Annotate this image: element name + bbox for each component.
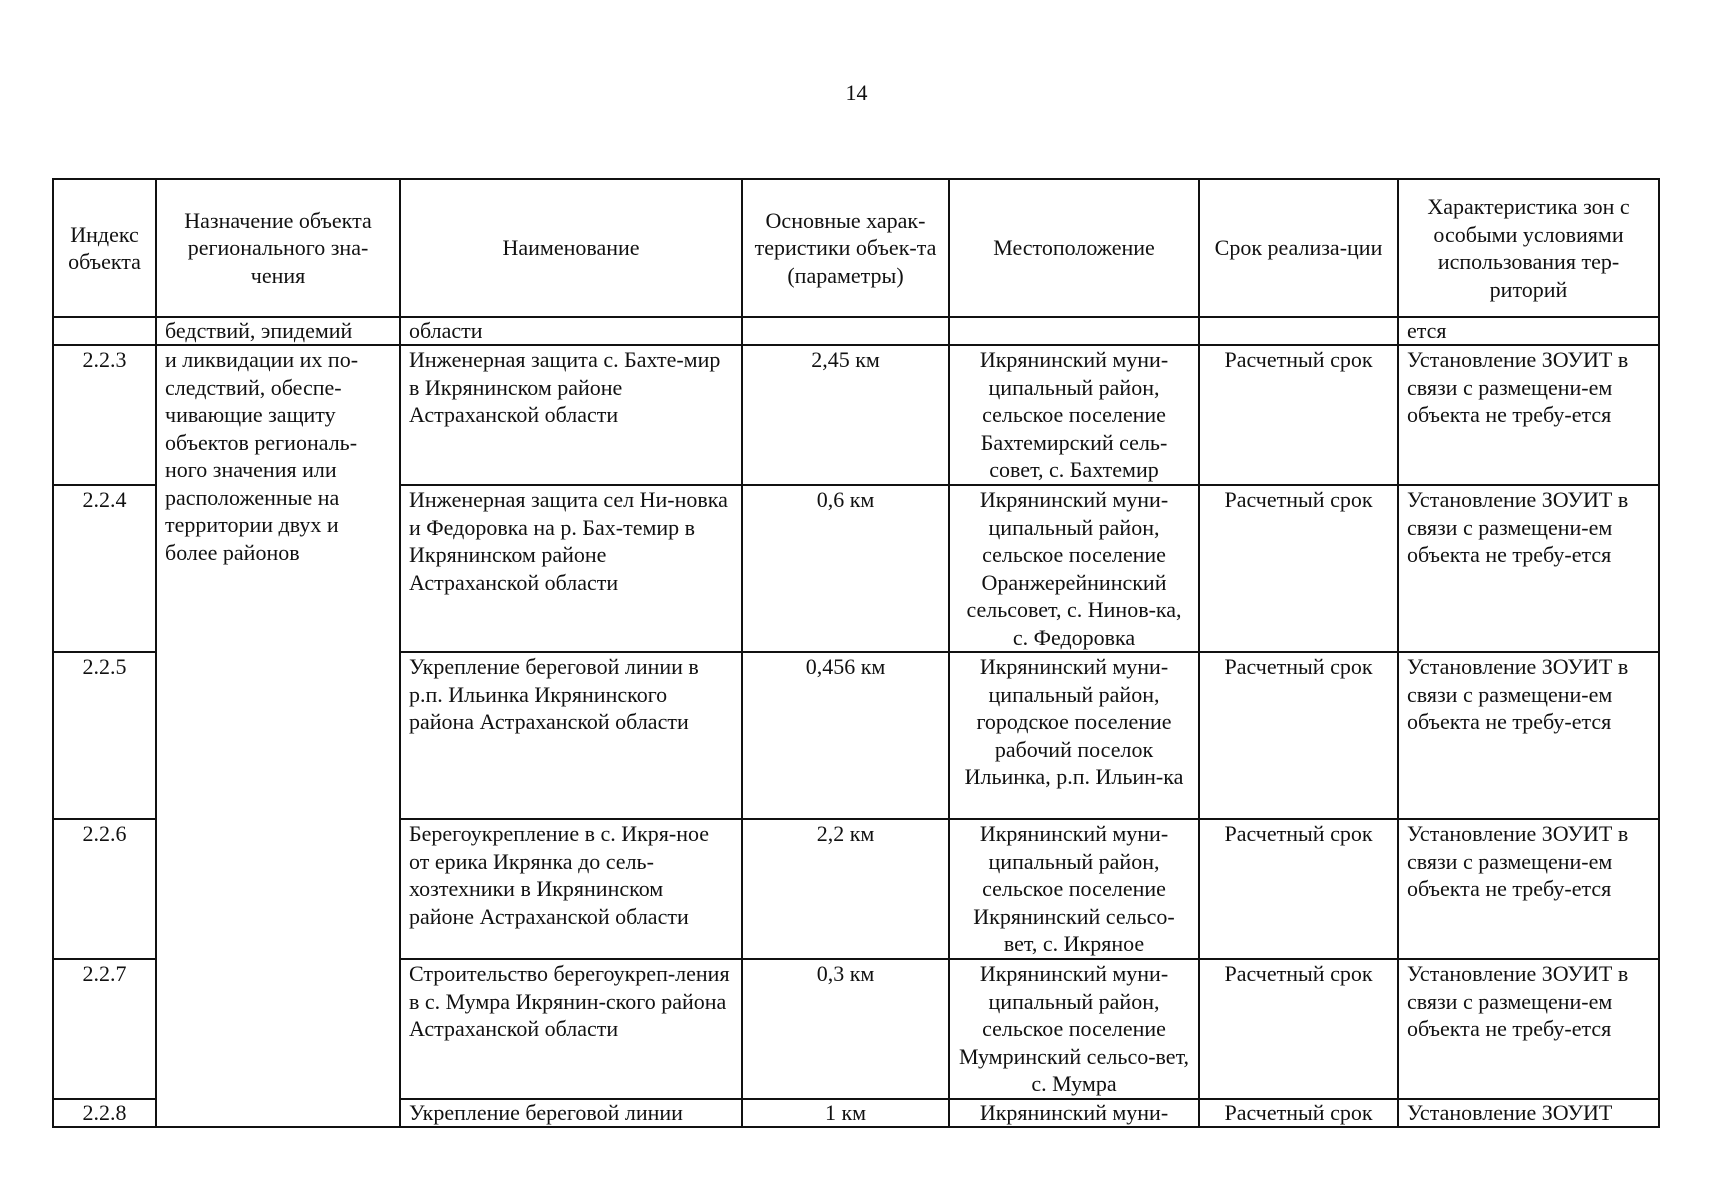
row-term: Расчетный срок bbox=[1199, 652, 1398, 819]
row-term: Расчетный срок bbox=[1199, 485, 1398, 652]
row-location: Икрянинский муни-ципальный район, сельское поселение Икрянинский сельсо-вет, с. Икряное bbox=[949, 819, 1199, 959]
header-purpose: Назначение объекта регионального зна-чения bbox=[156, 179, 400, 317]
row-name: Берегоукрепление в с. Икря-ное от ерика Икрянка до сель-хозтехники в Икрянинском районе Астраханской области bbox=[400, 819, 742, 959]
row-index: 2.2.4 bbox=[53, 485, 156, 652]
row-zones: Установление ЗОУИТ bbox=[1398, 1099, 1659, 1127]
row-zones: Установление ЗОУИТ в связи с размещени-ем объекта не требу-ется bbox=[1398, 345, 1659, 485]
header-row bbox=[53, 179, 1659, 317]
cont-index bbox=[53, 317, 156, 345]
row-params: 0,456 км bbox=[742, 652, 949, 819]
row-name: Инженерная защита сел Ни-новка и Федоровка на р. Бах-темир в Икрянинском районе Астраханской области bbox=[400, 485, 742, 652]
row-params: 2,2 км bbox=[742, 819, 949, 959]
continuation-row bbox=[53, 317, 1659, 345]
row-index: 2.2.7 bbox=[53, 959, 156, 1099]
row-index: 2.2.6 bbox=[53, 819, 156, 959]
header-term: Срок реализа-ции bbox=[1199, 179, 1398, 317]
row-params: 2,45 км bbox=[742, 345, 949, 485]
row-zones: Установление ЗОУИТ в связи с размещени-ем объекта не требу-ется bbox=[1398, 959, 1659, 1099]
row-location: Икрянинский муни-ципальный район, сельское поселение Мумринский сельсо-вет, с. Мумра bbox=[949, 959, 1199, 1099]
page-number: 14 bbox=[845, 80, 868, 105]
row-location: Икрянинский муни-ципальный район, городское поселение рабочий поселок Ильинка, р.п. Ильин-ка bbox=[949, 652, 1199, 819]
table-row bbox=[53, 345, 1659, 485]
cont-params bbox=[742, 317, 949, 345]
row-name: Строительство берегоукреп-ления в с. Мумра Икрянин-ского района Астраханской области bbox=[400, 959, 742, 1099]
header-params: Основные харак-теристики объек-та (параметры) bbox=[742, 179, 949, 317]
row-index: 2.2.3 bbox=[53, 345, 156, 485]
row-zones: Установление ЗОУИТ в связи с размещени-ем объекта не требу-ется bbox=[1398, 652, 1659, 819]
header-name: Наименование bbox=[400, 179, 742, 317]
row-term: Расчетный срок bbox=[1199, 819, 1398, 959]
cont-location bbox=[949, 317, 1199, 345]
header-index: Индекс объекта bbox=[53, 179, 156, 317]
row-term: Расчетный срок bbox=[1199, 959, 1398, 1099]
header-location: Местоположение bbox=[949, 179, 1199, 317]
row-location: Икрянинский муни-ципальный район, сельское поселение Оранжерейнинский сельсовет, с. Нинов-ка, с. Федоровка bbox=[949, 485, 1199, 652]
cont-term bbox=[1199, 317, 1398, 345]
objects-table bbox=[52, 178, 1660, 1128]
row-index: 2.2.5 bbox=[53, 652, 156, 819]
header-zones: Характеристика зон с особыми условиями использования тер-риторий bbox=[1398, 179, 1659, 317]
cont-purpose: бедствий, эпидемий bbox=[156, 317, 400, 345]
row-location: Икрянинский муни-ципальный район, сельское поселение Бахтемирский сель-совет, с. Бахтемир bbox=[949, 345, 1199, 485]
row-name: Укрепление береговой линии bbox=[400, 1099, 742, 1127]
row-location: Икрянинский муни- bbox=[949, 1099, 1199, 1127]
row-zones: Установление ЗОУИТ в связи с размещени-ем объекта не требу-ется bbox=[1398, 819, 1659, 959]
cont-name: области bbox=[400, 317, 742, 345]
row-params: 0,6 км bbox=[742, 485, 949, 652]
row-zones: Установление ЗОУИТ в связи с размещени-ем объекта не требу-ется bbox=[1398, 485, 1659, 652]
row-name: Укрепление береговой линии в р.п. Ильинка Икрянинского района Астраханской области bbox=[400, 652, 742, 819]
row-params: 0,3 км bbox=[742, 959, 949, 1099]
row-name: Инженерная защита с. Бахте-мир в Икрянинском районе Астраханской области bbox=[400, 345, 742, 485]
cont-zones: ется bbox=[1398, 317, 1659, 345]
row-params: 1 км bbox=[742, 1099, 949, 1127]
row-index: 2.2.8 bbox=[53, 1099, 156, 1127]
row-term: Расчетный срок bbox=[1199, 1099, 1398, 1127]
purpose-cell: и ликвидации их по-следствий, обеспе-чивающие защиту объектов региональ-ного значения или расположенные на территории двух и более районов bbox=[156, 345, 400, 1127]
row-term: Расчетный срок bbox=[1199, 345, 1398, 485]
